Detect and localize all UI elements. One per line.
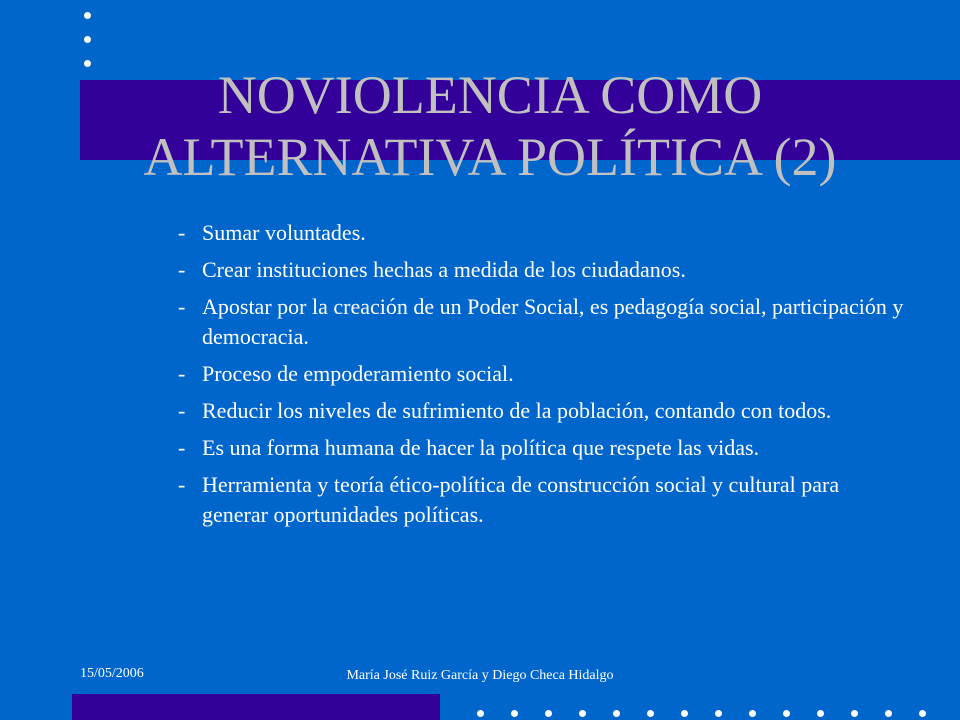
footer-date: 15/05/2006	[80, 666, 144, 681]
decor-dot	[511, 710, 518, 717]
slide-title-line-1: NOVIOLENCIA COMO	[217, 65, 763, 125]
bullet-item	[168, 433, 908, 463]
bullet-marker: -	[178, 398, 186, 423]
decor-dot	[749, 710, 756, 717]
bullet-text: Proceso de empoderamiento social.	[202, 361, 514, 386]
decor-dot	[84, 12, 91, 19]
bullet-marker: -	[178, 361, 186, 386]
decor-dot	[885, 710, 892, 717]
footer-authors: María José Ruiz García y Diego Checa Hidalgo	[346, 668, 614, 683]
bullet-marker: -	[178, 294, 186, 319]
bullet-item	[168, 396, 908, 426]
bullet-marker: -	[178, 435, 186, 460]
decor-dot	[613, 710, 620, 717]
bullet-item	[168, 218, 908, 248]
decor-dot	[579, 710, 586, 717]
decor-dot	[715, 710, 722, 717]
decor-dot	[851, 710, 858, 717]
bullet-list	[168, 218, 908, 537]
bullet-item	[168, 292, 908, 352]
bullet-text: Sumar voluntades.	[202, 220, 366, 245]
bullet-marker: -	[178, 257, 186, 282]
bullet-item	[168, 359, 908, 389]
slide-title-line-2: ALTERNATIVA POLÍTICA (2)	[143, 127, 837, 187]
bullet-item	[168, 255, 908, 285]
decor-dot	[545, 710, 552, 717]
bullet-text: Apostar por la creación de un Poder Social, es pedagogía social, participación y democracia.	[202, 294, 904, 349]
bullet-marker: -	[178, 472, 186, 497]
decor-dot	[647, 710, 654, 717]
bullet-text: Es una forma humana de hacer la política que respete las vidas.	[202, 435, 760, 460]
bullet-item	[168, 470, 908, 530]
bullet-text: Herramienta y teoría ético-política de construcción social y cultural para generar oportunidades políticas.	[202, 472, 840, 527]
slide-title	[40, 64, 940, 188]
bullet-marker: -	[178, 220, 186, 245]
bullet-text: Reducir los niveles de sufrimiento de la población, contando con todos.	[202, 398, 832, 423]
decor-dot	[84, 36, 91, 43]
decor-dot	[817, 710, 824, 717]
decor-dot	[783, 710, 790, 717]
footer-band	[72, 694, 440, 720]
decor-dot	[919, 710, 926, 717]
decor-dot	[477, 710, 484, 717]
bullet-text: Crear instituciones hechas a medida de los ciudadanos.	[202, 257, 686, 282]
decor-dot	[681, 710, 688, 717]
